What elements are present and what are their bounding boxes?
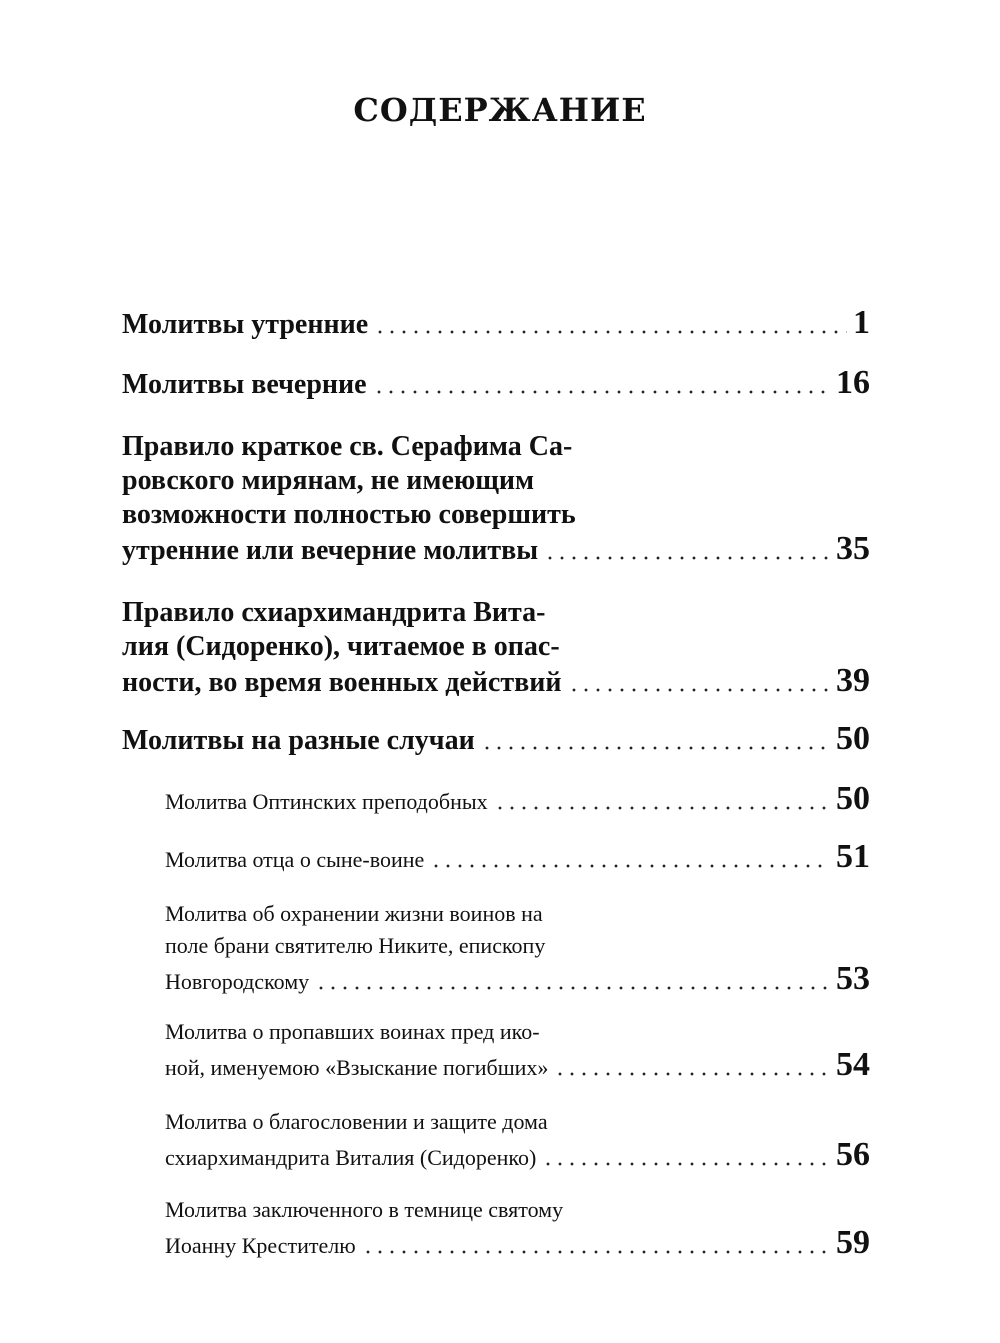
toc-entry-various-prayers[interactable] bbox=[122, 722, 870, 758]
dot-leader bbox=[494, 806, 830, 810]
page-number: 50 bbox=[836, 780, 870, 817]
entry-text: Молитва Оптинских преподобных bbox=[165, 789, 488, 814]
dot-leader bbox=[430, 864, 830, 868]
page-number: 35 bbox=[836, 530, 870, 567]
dot-leader bbox=[315, 986, 830, 990]
page-title: содержание bbox=[353, 78, 647, 132]
dot-leader bbox=[373, 390, 830, 394]
toc-subentry-father-son[interactable] bbox=[165, 840, 870, 876]
page-number: 16 bbox=[836, 364, 870, 401]
entry-text: Новгородскому bbox=[165, 969, 310, 994]
page-number: 54 bbox=[836, 1046, 870, 1083]
dot-leader bbox=[481, 746, 830, 750]
dot-leader bbox=[362, 1250, 830, 1254]
page-number: 39 bbox=[836, 662, 870, 699]
entry-text: Правило краткое св. Серафима Са- bbox=[122, 431, 573, 462]
page-number: 56 bbox=[836, 1136, 870, 1173]
page-number: 53 bbox=[836, 960, 870, 997]
entry-text: лия (Сидоренко), читаемое в опас- bbox=[122, 631, 560, 662]
entry-text: Молитвы вечерние bbox=[122, 369, 367, 400]
entry-text: ровского мирянам, не имеющим bbox=[122, 465, 535, 496]
dot-leader bbox=[554, 1072, 830, 1076]
page-number: 51 bbox=[836, 838, 870, 875]
entry-text: Молитва заключенного в темнице святому bbox=[165, 1197, 564, 1222]
entry-text: Молитва о благословении и защите дома bbox=[165, 1109, 548, 1134]
entry-text: утренние или вечерние молитвы bbox=[122, 535, 539, 566]
toc-entry-evening-prayers[interactable] bbox=[122, 366, 870, 402]
dot-leader bbox=[568, 688, 831, 692]
dot-leader bbox=[544, 556, 830, 560]
entry-text: Молитва отца о сыне-воине bbox=[165, 847, 425, 872]
entry-text: ности, во время военных действий bbox=[122, 667, 562, 698]
entry-text: ной, именуемою «Взыскание погибших» bbox=[165, 1055, 549, 1080]
page-number: 59 bbox=[836, 1224, 870, 1261]
toc-entry-morning-prayers[interactable] bbox=[122, 306, 870, 342]
entry-text: схиархимандрита Виталия (Сидоренко) bbox=[165, 1145, 537, 1170]
entry-text: Иоанну Крестителю bbox=[165, 1233, 356, 1258]
entry-text: возможности полностью совершить bbox=[122, 499, 576, 530]
toc-entry-vitaliy-rule[interactable] bbox=[122, 596, 870, 700]
dot-leader bbox=[542, 1162, 830, 1166]
page-number: 1 bbox=[853, 304, 870, 341]
entry-text: поле брани святителю Никите, епископу bbox=[165, 933, 546, 958]
entry-text: Правило схиархимандрита Вита- bbox=[122, 597, 546, 628]
page-number: 50 bbox=[836, 720, 870, 757]
toc-subentry-nikita[interactable] bbox=[165, 898, 870, 998]
dot-leader bbox=[374, 330, 847, 334]
entry-text: Молитвы утренние bbox=[122, 309, 369, 340]
toc-subentry-optina[interactable] bbox=[165, 782, 870, 818]
entry-text: Молитвы на разные случаи bbox=[122, 725, 475, 756]
toc-subentry-missing-soldiers[interactable] bbox=[165, 1016, 870, 1084]
toc-entry-seraphim-rule[interactable] bbox=[122, 430, 870, 568]
toc-subentry-home-blessing[interactable] bbox=[165, 1106, 870, 1174]
toc-subentry-prisoner[interactable] bbox=[165, 1194, 870, 1262]
entry-text: Молитва об охранении жизни воинов на bbox=[165, 901, 543, 926]
entry-text: Молитва о пропавших воинах пред ико- bbox=[165, 1019, 540, 1044]
